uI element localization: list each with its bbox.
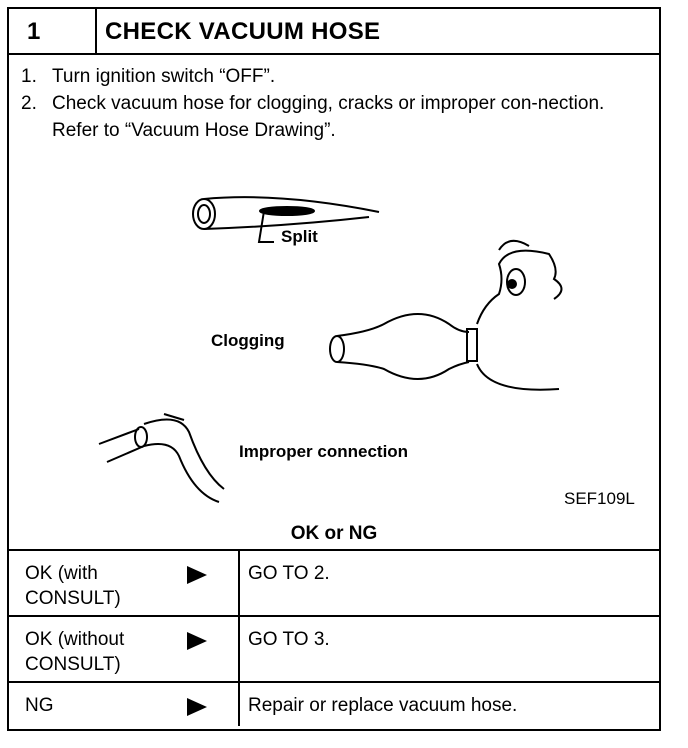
instruction-text: Check vacuum hose for clogging, cracks or improper con-nection. Refer to “Vacuum Hose Drawing”. [52, 93, 605, 141]
improper-connection-illustration [99, 414, 224, 502]
improper-connection-label: Improper connection [239, 442, 409, 461]
table-row [9, 682, 659, 726]
clogging-label: Clogging [211, 331, 285, 350]
figure-code: SEF109L [564, 489, 635, 508]
clogging-illustration [330, 241, 562, 390]
condition-cell [9, 550, 239, 616]
action-cell: Repair or replace vacuum hose. [239, 682, 659, 726]
condition-text: NG [25, 695, 54, 716]
instruction-list [21, 63, 641, 144]
instruction-number: 1. [21, 66, 37, 87]
instruction-item [21, 63, 641, 90]
arrow-right-icon [187, 566, 207, 584]
condition-cell [9, 682, 239, 726]
arrow-right-icon [187, 698, 207, 716]
instruction-number: 2. [21, 93, 37, 114]
header [9, 9, 659, 55]
procedure-box [7, 7, 661, 731]
arrow-right-icon [187, 632, 207, 650]
instruction-item [21, 90, 641, 144]
action-cell: GO TO 2. [239, 550, 659, 616]
table-row [9, 550, 659, 616]
table-row [9, 616, 659, 682]
condition-text: OK (with CONSULT) [25, 563, 121, 609]
page-title: CHECK VACUUM HOSE [105, 18, 381, 45]
step-number: 1 [27, 18, 41, 45]
vacuum-hose-drawing [79, 184, 599, 514]
header-divider [95, 9, 97, 53]
action-cell: GO TO 3. [239, 616, 659, 682]
result-table [9, 549, 659, 726]
condition-text: OK (without CONSULT) [25, 629, 125, 675]
result-heading: OK or NG [290, 523, 378, 544]
condition-cell [9, 616, 239, 682]
instruction-text: Turn ignition switch “OFF”. [52, 66, 276, 87]
split-label: Split [281, 227, 318, 246]
